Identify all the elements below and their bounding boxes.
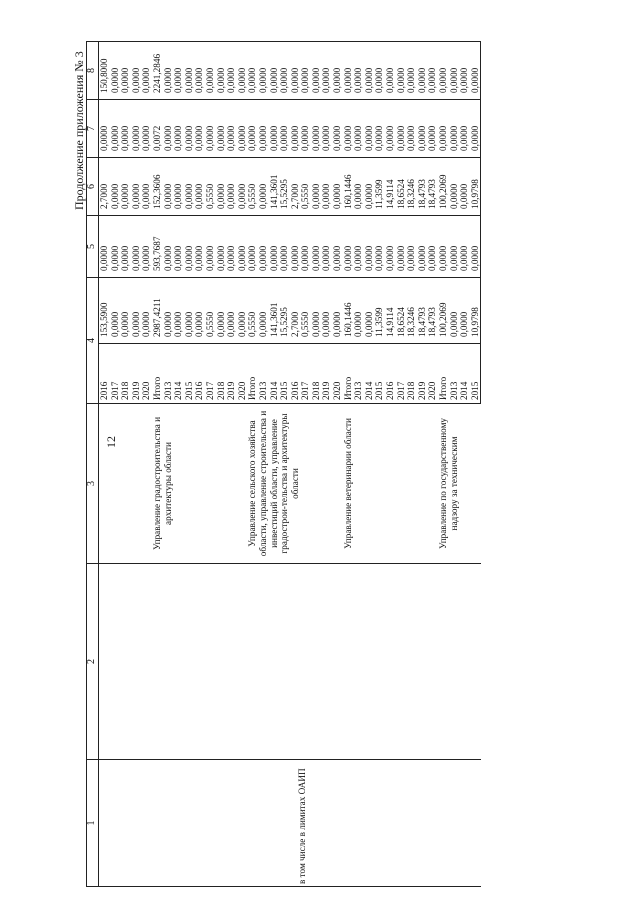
value-cell: 18,4793 bbox=[417, 278, 428, 344]
value-cell: 0,0000 bbox=[184, 42, 195, 100]
year-cell: 2020 bbox=[141, 344, 152, 404]
value-cell: 0,0000 bbox=[258, 158, 269, 216]
value-cell: 0,0000 bbox=[216, 158, 227, 216]
year-cell: 2018 bbox=[406, 344, 417, 404]
value-cell: 0,0000 bbox=[438, 100, 449, 158]
value-cell: 0,0000 bbox=[459, 216, 470, 278]
value-cell: 0,0000 bbox=[99, 100, 110, 158]
value-cell: 0,0000 bbox=[269, 42, 280, 100]
year-cell: 2013 bbox=[353, 344, 364, 404]
value-cell: 0,0000 bbox=[205, 42, 216, 100]
value-cell: 0,5550 bbox=[300, 158, 311, 216]
value-cell: 0,0000 bbox=[163, 100, 174, 158]
value-cell: 0,0000 bbox=[269, 216, 280, 278]
value-cell: 141,3601 bbox=[269, 278, 280, 344]
value-cell: 0,0000 bbox=[194, 42, 205, 100]
value-cell: 11,3599 bbox=[374, 158, 385, 216]
value-cell: 0,0000 bbox=[110, 100, 121, 158]
value-cell: 0,0000 bbox=[321, 278, 332, 344]
value-cell: 0,0000 bbox=[374, 42, 385, 100]
value-cell: 0,0000 bbox=[131, 100, 142, 158]
value-cell: 0,0000 bbox=[343, 42, 354, 100]
value-cell: 0,0000 bbox=[279, 42, 290, 100]
value-cell: 0,0000 bbox=[406, 216, 417, 278]
year-cell: 2015 bbox=[279, 344, 290, 404]
value-cell: 0,0000 bbox=[470, 42, 481, 100]
value-cell: 0,0000 bbox=[173, 278, 184, 344]
value-cell: 0,0000 bbox=[141, 100, 152, 158]
year-cell: 2013 bbox=[258, 344, 269, 404]
executor-cell: Управление ветеринарии области bbox=[343, 404, 438, 564]
value-cell: 0,0000 bbox=[120, 216, 131, 278]
value-cell: 0,0000 bbox=[131, 158, 142, 216]
value-cell: 0,5550 bbox=[300, 278, 311, 344]
value-cell: 0,0000 bbox=[385, 100, 396, 158]
year-cell: 2013 bbox=[449, 344, 460, 404]
year-cell: 2016 bbox=[99, 344, 110, 404]
value-cell: 0,0000 bbox=[417, 100, 428, 158]
value-cell: 15,5295 bbox=[279, 278, 290, 344]
value-cell: 0,0000 bbox=[237, 158, 248, 216]
value-cell: 141,3601 bbox=[269, 158, 280, 216]
value-cell: 18,4793 bbox=[427, 158, 438, 216]
value-cell: 0,0000 bbox=[343, 216, 354, 278]
value-cell: 0,0000 bbox=[438, 216, 449, 278]
value-cell: 0,0000 bbox=[194, 158, 205, 216]
value-cell: 0,0000 bbox=[131, 278, 142, 344]
value-cell: 0,0000 bbox=[449, 216, 460, 278]
year-cell: 2014 bbox=[459, 344, 470, 404]
value-cell: 0,0000 bbox=[279, 216, 290, 278]
value-cell: 0,0000 bbox=[163, 158, 174, 216]
year-cell: Итого bbox=[247, 344, 258, 404]
empty-col-2 bbox=[99, 564, 481, 760]
value-cell: 0,0000 bbox=[385, 42, 396, 100]
value-cell: 0,5550 bbox=[205, 158, 216, 216]
value-cell: 0,0000 bbox=[353, 278, 364, 344]
value-cell: 0,0000 bbox=[459, 158, 470, 216]
value-cell: 0,0000 bbox=[258, 42, 269, 100]
value-cell: 0,0000 bbox=[300, 100, 311, 158]
value-cell: 0,5550 bbox=[205, 278, 216, 344]
value-cell: 0,0000 bbox=[290, 42, 301, 100]
value-cell: 0,0000 bbox=[300, 42, 311, 100]
budget-table bbox=[86, 41, 481, 887]
executor-cell: Управление сельского хозяйства области, управление строительства и инвестиций области, управление градострои-тельства и архитектуры области bbox=[247, 404, 342, 564]
value-cell: 0,0000 bbox=[184, 158, 195, 216]
value-cell: 0,0000 bbox=[470, 216, 481, 278]
value-cell: 0,0000 bbox=[120, 100, 131, 158]
value-cell: 0,0000 bbox=[120, 278, 131, 344]
value-cell: 0,0000 bbox=[205, 100, 216, 158]
value-cell: 0,0000 bbox=[163, 278, 174, 344]
year-cell: 2016 bbox=[385, 344, 396, 404]
value-cell: 0,0000 bbox=[216, 100, 227, 158]
year-cell: Итого bbox=[438, 344, 449, 404]
value-cell: 0,0000 bbox=[374, 100, 385, 158]
value-cell: 14,9114 bbox=[385, 278, 396, 344]
value-cell: 153,5900 bbox=[99, 278, 110, 344]
value-cell: 0,0000 bbox=[194, 216, 205, 278]
value-cell: 2987,4211 bbox=[152, 278, 163, 344]
value-cell: 0,0000 bbox=[470, 100, 481, 158]
year-cell: 2018 bbox=[216, 344, 227, 404]
year-cell: 2018 bbox=[311, 344, 322, 404]
value-cell: 0,0000 bbox=[332, 278, 343, 344]
header-col-1: 1 bbox=[87, 760, 99, 887]
value-cell: 0,0000 bbox=[173, 42, 184, 100]
table-row bbox=[99, 42, 110, 887]
value-cell: 0,0000 bbox=[427, 42, 438, 100]
value-cell: 0,0000 bbox=[438, 42, 449, 100]
value-cell: 10,9798 bbox=[470, 158, 481, 216]
value-cell: 0,0000 bbox=[364, 158, 375, 216]
value-cell: 0,0000 bbox=[141, 42, 152, 100]
value-cell: 593,7687 bbox=[152, 216, 163, 278]
value-cell: 0,0000 bbox=[427, 100, 438, 158]
value-cell: 0,0000 bbox=[449, 100, 460, 158]
value-cell: 0,0000 bbox=[226, 278, 237, 344]
value-cell: 0,0000 bbox=[353, 216, 364, 278]
rotated-table-page bbox=[86, 42, 616, 887]
value-cell: 0,0000 bbox=[258, 278, 269, 344]
value-cell: 0,0000 bbox=[226, 158, 237, 216]
value-cell: 0,0000 bbox=[110, 216, 121, 278]
value-cell: 0,0000 bbox=[226, 100, 237, 158]
value-cell: 2,7000 bbox=[99, 158, 110, 216]
value-cell: 18,3246 bbox=[406, 278, 417, 344]
header-col-3: 3 bbox=[87, 404, 99, 564]
value-cell: 0,0000 bbox=[427, 216, 438, 278]
value-cell: 0,0000 bbox=[247, 216, 258, 278]
value-cell: 0,0000 bbox=[321, 100, 332, 158]
value-cell: 0,0000 bbox=[120, 42, 131, 100]
year-cell: 2014 bbox=[364, 344, 375, 404]
value-cell: 0,0000 bbox=[332, 216, 343, 278]
value-cell: 0,0000 bbox=[353, 158, 364, 216]
year-cell: Итого bbox=[343, 344, 354, 404]
value-cell: 0,0000 bbox=[311, 216, 322, 278]
value-cell: 18,6524 bbox=[396, 278, 407, 344]
value-cell: 0,0000 bbox=[279, 100, 290, 158]
year-cell: 2019 bbox=[321, 344, 332, 404]
value-cell: 100,2069 bbox=[438, 278, 449, 344]
funding-note-cell bbox=[99, 760, 481, 887]
value-cell: 0,0000 bbox=[237, 100, 248, 158]
value-cell: 10,9798 bbox=[470, 278, 481, 344]
oaip-note: в том числе в лимитах ОАИП bbox=[297, 768, 307, 884]
value-cell: 0,0000 bbox=[364, 216, 375, 278]
header-col-4: 4 bbox=[87, 278, 99, 404]
value-cell: 150,8000 bbox=[99, 42, 110, 100]
executor-cell bbox=[99, 404, 152, 564]
value-cell: 0,0000 bbox=[290, 100, 301, 158]
year-cell: 2019 bbox=[226, 344, 237, 404]
value-cell: 0,0000 bbox=[396, 100, 407, 158]
value-cell: 152,3606 bbox=[152, 158, 163, 216]
value-cell: 0,0000 bbox=[194, 278, 205, 344]
value-cell: 0,0000 bbox=[332, 100, 343, 158]
value-cell: 0,0000 bbox=[300, 216, 311, 278]
year-cell: 2014 bbox=[269, 344, 280, 404]
year-cell: 2015 bbox=[184, 344, 195, 404]
value-cell: 0,0000 bbox=[396, 42, 407, 100]
year-cell: 2017 bbox=[300, 344, 311, 404]
value-cell: 0,0000 bbox=[364, 100, 375, 158]
value-cell: 0,0000 bbox=[290, 216, 301, 278]
value-cell: 2,7000 bbox=[290, 278, 301, 344]
value-cell: 0,0000 bbox=[173, 100, 184, 158]
value-cell: 0,0000 bbox=[120, 158, 131, 216]
value-cell: 0,0000 bbox=[216, 278, 227, 344]
value-cell: 0,0000 bbox=[321, 158, 332, 216]
value-cell: 0,0000 bbox=[459, 278, 470, 344]
value-cell: 0,0000 bbox=[184, 216, 195, 278]
value-cell: 0,0000 bbox=[343, 100, 354, 158]
value-cell: 18,4793 bbox=[417, 158, 428, 216]
header-col-7: 7 bbox=[87, 100, 99, 158]
value-cell: 0,0000 bbox=[110, 42, 121, 100]
value-cell: 0,0000 bbox=[364, 278, 375, 344]
value-cell: 100,2069 bbox=[438, 158, 449, 216]
value-cell: 0,0000 bbox=[321, 42, 332, 100]
value-cell: 0,0000 bbox=[237, 216, 248, 278]
value-cell: 0,0072 bbox=[152, 100, 163, 158]
value-cell: 0,0000 bbox=[216, 42, 227, 100]
header-col-6: 6 bbox=[87, 158, 99, 216]
year-cell: 2019 bbox=[417, 344, 428, 404]
value-cell: 0,0000 bbox=[311, 158, 322, 216]
year-cell: Итого bbox=[152, 344, 163, 404]
executor-cell: Управление градостроительства и архитектуры области bbox=[152, 404, 247, 564]
value-cell: 0,0000 bbox=[99, 216, 110, 278]
value-cell: 0,0000 bbox=[321, 216, 332, 278]
year-cell: 2017 bbox=[396, 344, 407, 404]
value-cell: 0,0000 bbox=[110, 158, 121, 216]
value-cell: 0,0000 bbox=[417, 42, 428, 100]
value-cell: 0,5550 bbox=[247, 278, 258, 344]
year-cell: 2016 bbox=[194, 344, 205, 404]
value-cell: 0,0000 bbox=[449, 278, 460, 344]
value-cell: 0,0000 bbox=[173, 216, 184, 278]
value-cell: 0,0000 bbox=[163, 42, 174, 100]
value-cell: 160,1446 bbox=[343, 278, 354, 344]
value-cell: 0,0000 bbox=[311, 100, 322, 158]
table-body bbox=[99, 42, 481, 887]
value-cell: 18,4793 bbox=[427, 278, 438, 344]
value-cell: 0,0000 bbox=[226, 216, 237, 278]
year-cell: 2016 bbox=[290, 344, 301, 404]
value-cell: 0,0000 bbox=[226, 42, 237, 100]
year-cell: 2020 bbox=[237, 344, 248, 404]
value-cell: 0,0000 bbox=[141, 278, 152, 344]
value-cell: 0,0000 bbox=[332, 42, 343, 100]
year-cell: 2020 bbox=[427, 344, 438, 404]
value-cell: 0,0000 bbox=[449, 158, 460, 216]
value-cell: 0,0000 bbox=[205, 216, 216, 278]
header-col-8: 8 bbox=[87, 42, 99, 100]
value-cell: 0,0000 bbox=[364, 42, 375, 100]
year-cell: 2014 bbox=[173, 344, 184, 404]
year-cell: 2018 bbox=[120, 344, 131, 404]
year-cell: 2017 bbox=[205, 344, 216, 404]
value-cell: 15,5295 bbox=[279, 158, 290, 216]
value-cell: 0,0000 bbox=[459, 100, 470, 158]
value-cell: 0,0000 bbox=[311, 42, 322, 100]
year-cell: 2017 bbox=[110, 344, 121, 404]
value-cell: 0,0000 bbox=[353, 42, 364, 100]
value-cell: 14,9114 bbox=[385, 158, 396, 216]
value-cell: 0,0000 bbox=[141, 216, 152, 278]
value-cell: 0,0000 bbox=[417, 216, 428, 278]
year-cell: 2013 bbox=[163, 344, 174, 404]
year-cell: 2015 bbox=[374, 344, 385, 404]
value-cell: 0,0000 bbox=[216, 216, 227, 278]
value-cell: 0,0000 bbox=[184, 100, 195, 158]
value-cell: 0,0000 bbox=[374, 216, 385, 278]
value-cell: 0,0000 bbox=[184, 278, 195, 344]
value-cell: 0,0000 bbox=[385, 216, 396, 278]
value-cell: 0,5550 bbox=[247, 158, 258, 216]
value-cell: 0,0000 bbox=[311, 278, 322, 344]
header-col-5: 5 bbox=[87, 216, 99, 278]
header-row bbox=[87, 42, 99, 887]
value-cell: 0,0000 bbox=[332, 158, 343, 216]
value-cell: 0,0000 bbox=[406, 42, 417, 100]
value-cell: 0,0000 bbox=[131, 216, 142, 278]
value-cell: 0,0000 bbox=[258, 216, 269, 278]
value-cell: 11,3599 bbox=[374, 278, 385, 344]
value-cell: 2,7000 bbox=[290, 158, 301, 216]
value-cell: 0,0000 bbox=[163, 216, 174, 278]
year-cell: 2019 bbox=[131, 344, 142, 404]
value-cell: 18,3246 bbox=[406, 158, 417, 216]
year-cell: 2015 bbox=[470, 344, 481, 404]
continuation-note: Продолжение приложения № 3 bbox=[72, 51, 86, 210]
value-cell: 0,0000 bbox=[406, 100, 417, 158]
header-col-2: 2 bbox=[87, 564, 99, 760]
value-cell: 0,0000 bbox=[459, 42, 470, 100]
value-cell: 0,0000 bbox=[247, 100, 258, 158]
value-cell: 0,0000 bbox=[449, 42, 460, 100]
value-cell: 0,0000 bbox=[194, 100, 205, 158]
value-cell: 0,0000 bbox=[353, 100, 364, 158]
value-cell: 2241,2846 bbox=[152, 42, 163, 100]
value-cell: 0,0000 bbox=[396, 216, 407, 278]
value-cell: 0,0000 bbox=[247, 42, 258, 100]
executor-cell: Управление по государственному надзору за техническим bbox=[438, 404, 481, 564]
value-cell: 0,0000 bbox=[269, 100, 280, 158]
value-cell: 18,6524 bbox=[396, 158, 407, 216]
value-cell: 0,0000 bbox=[258, 100, 269, 158]
value-cell: 0,0000 bbox=[110, 278, 121, 344]
value-cell: 160,1446 bbox=[343, 158, 354, 216]
value-cell: 0,0000 bbox=[237, 278, 248, 344]
value-cell: 0,0000 bbox=[237, 42, 248, 100]
value-cell: 0,0000 bbox=[131, 42, 142, 100]
value-cell: 0,0000 bbox=[141, 158, 152, 216]
value-cell: 0,0000 bbox=[173, 158, 184, 216]
page-number: 12 bbox=[104, 436, 118, 448]
year-cell: 2020 bbox=[332, 344, 343, 404]
